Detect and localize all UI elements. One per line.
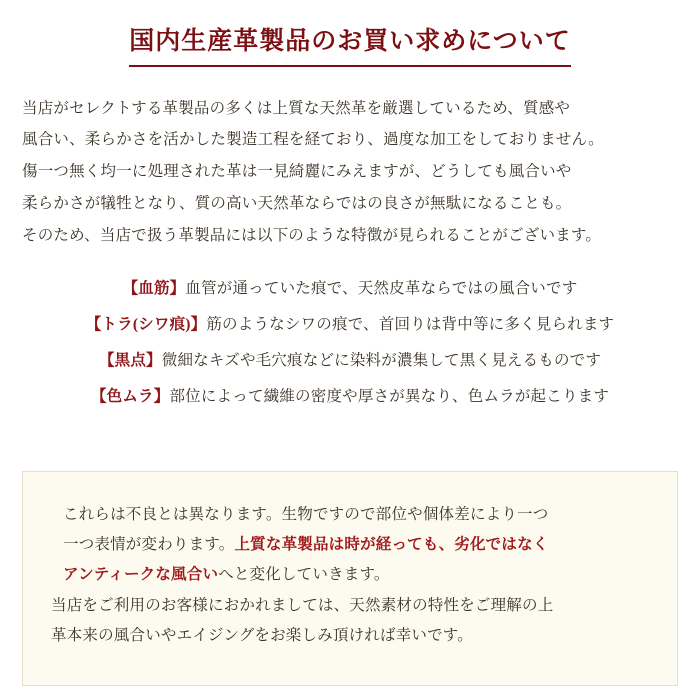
note-line-4 bbox=[51, 591, 649, 621]
feature-description: 筋のようなシワの痕で、首回りは背中等に多く見られます bbox=[206, 316, 615, 334]
intro-line-2: 風合い、柔らかさを活かした製造工程を経ており、過度な加工をしておりません。 bbox=[22, 131, 604, 149]
page-title: 国内生産革製品のお買い求めについて bbox=[129, 26, 571, 67]
note-text: へと変化していきます。 bbox=[218, 566, 390, 584]
note-line-3 bbox=[51, 560, 649, 590]
feature-list bbox=[0, 277, 700, 409]
note-emphasis: 上質な革製品は時が経っても、劣化ではなく bbox=[234, 536, 549, 554]
intro-line-1: 当店がセレクトする革製品の多くは上質な天然革を厳選しているため、質感や bbox=[22, 99, 571, 117]
note-line-2 bbox=[51, 530, 649, 560]
feature-item-tora bbox=[86, 313, 615, 338]
note-line-5 bbox=[51, 621, 649, 651]
intro-line-3: 傷一つ無く均一に処理された革は一見綺麗にみえますが、どうしても風合いや bbox=[22, 163, 572, 181]
title-container bbox=[0, 0, 700, 67]
feature-item-kokuten bbox=[99, 349, 601, 374]
feature-tag: 【トラ(シワ痕)】 bbox=[85, 316, 207, 334]
intro-line-5: そのため、当店で扱う革製品には以下のような特徴が見られることがございます。 bbox=[22, 226, 602, 244]
note-emphasis: アンティークな風合い bbox=[63, 566, 219, 584]
feature-description: 部位によって繊維の密度や厚さが異なり、色ムラが起こります bbox=[169, 387, 610, 405]
note-text: 革本来の風合いやエイジングをお楽しみ頂ければ幸いです。 bbox=[51, 626, 473, 644]
intro-line-4: 柔らかさが犠牲となり、質の高い天然革ならではの良さが無駄になることも。 bbox=[22, 194, 572, 212]
note-box bbox=[22, 471, 678, 686]
feature-description: 微細なキズや毛穴痕などに染料が濃集して黒く見えるものです bbox=[161, 351, 602, 369]
note-text: 一つ表情が変わります。 bbox=[63, 536, 235, 554]
note-line-1 bbox=[51, 500, 649, 530]
intro-paragraph bbox=[22, 93, 678, 252]
feature-item-chisuji bbox=[123, 277, 578, 302]
feature-item-iromura bbox=[91, 385, 609, 410]
note-text: これらは不良とは異なります。生物ですので部位や個体差により一つ bbox=[63, 506, 549, 523]
feature-description: 血管が通っていた痕で、天然皮革ならではの風合いです bbox=[185, 280, 578, 298]
note-text: 当店をご利用のお客様におかれましては、天然素材の特性をご理解の上 bbox=[51, 596, 554, 614]
feature-tag: 【血筋】 bbox=[122, 280, 186, 298]
feature-tag: 【黒点】 bbox=[98, 351, 162, 369]
feature-tag: 【色ムラ】 bbox=[90, 387, 170, 405]
